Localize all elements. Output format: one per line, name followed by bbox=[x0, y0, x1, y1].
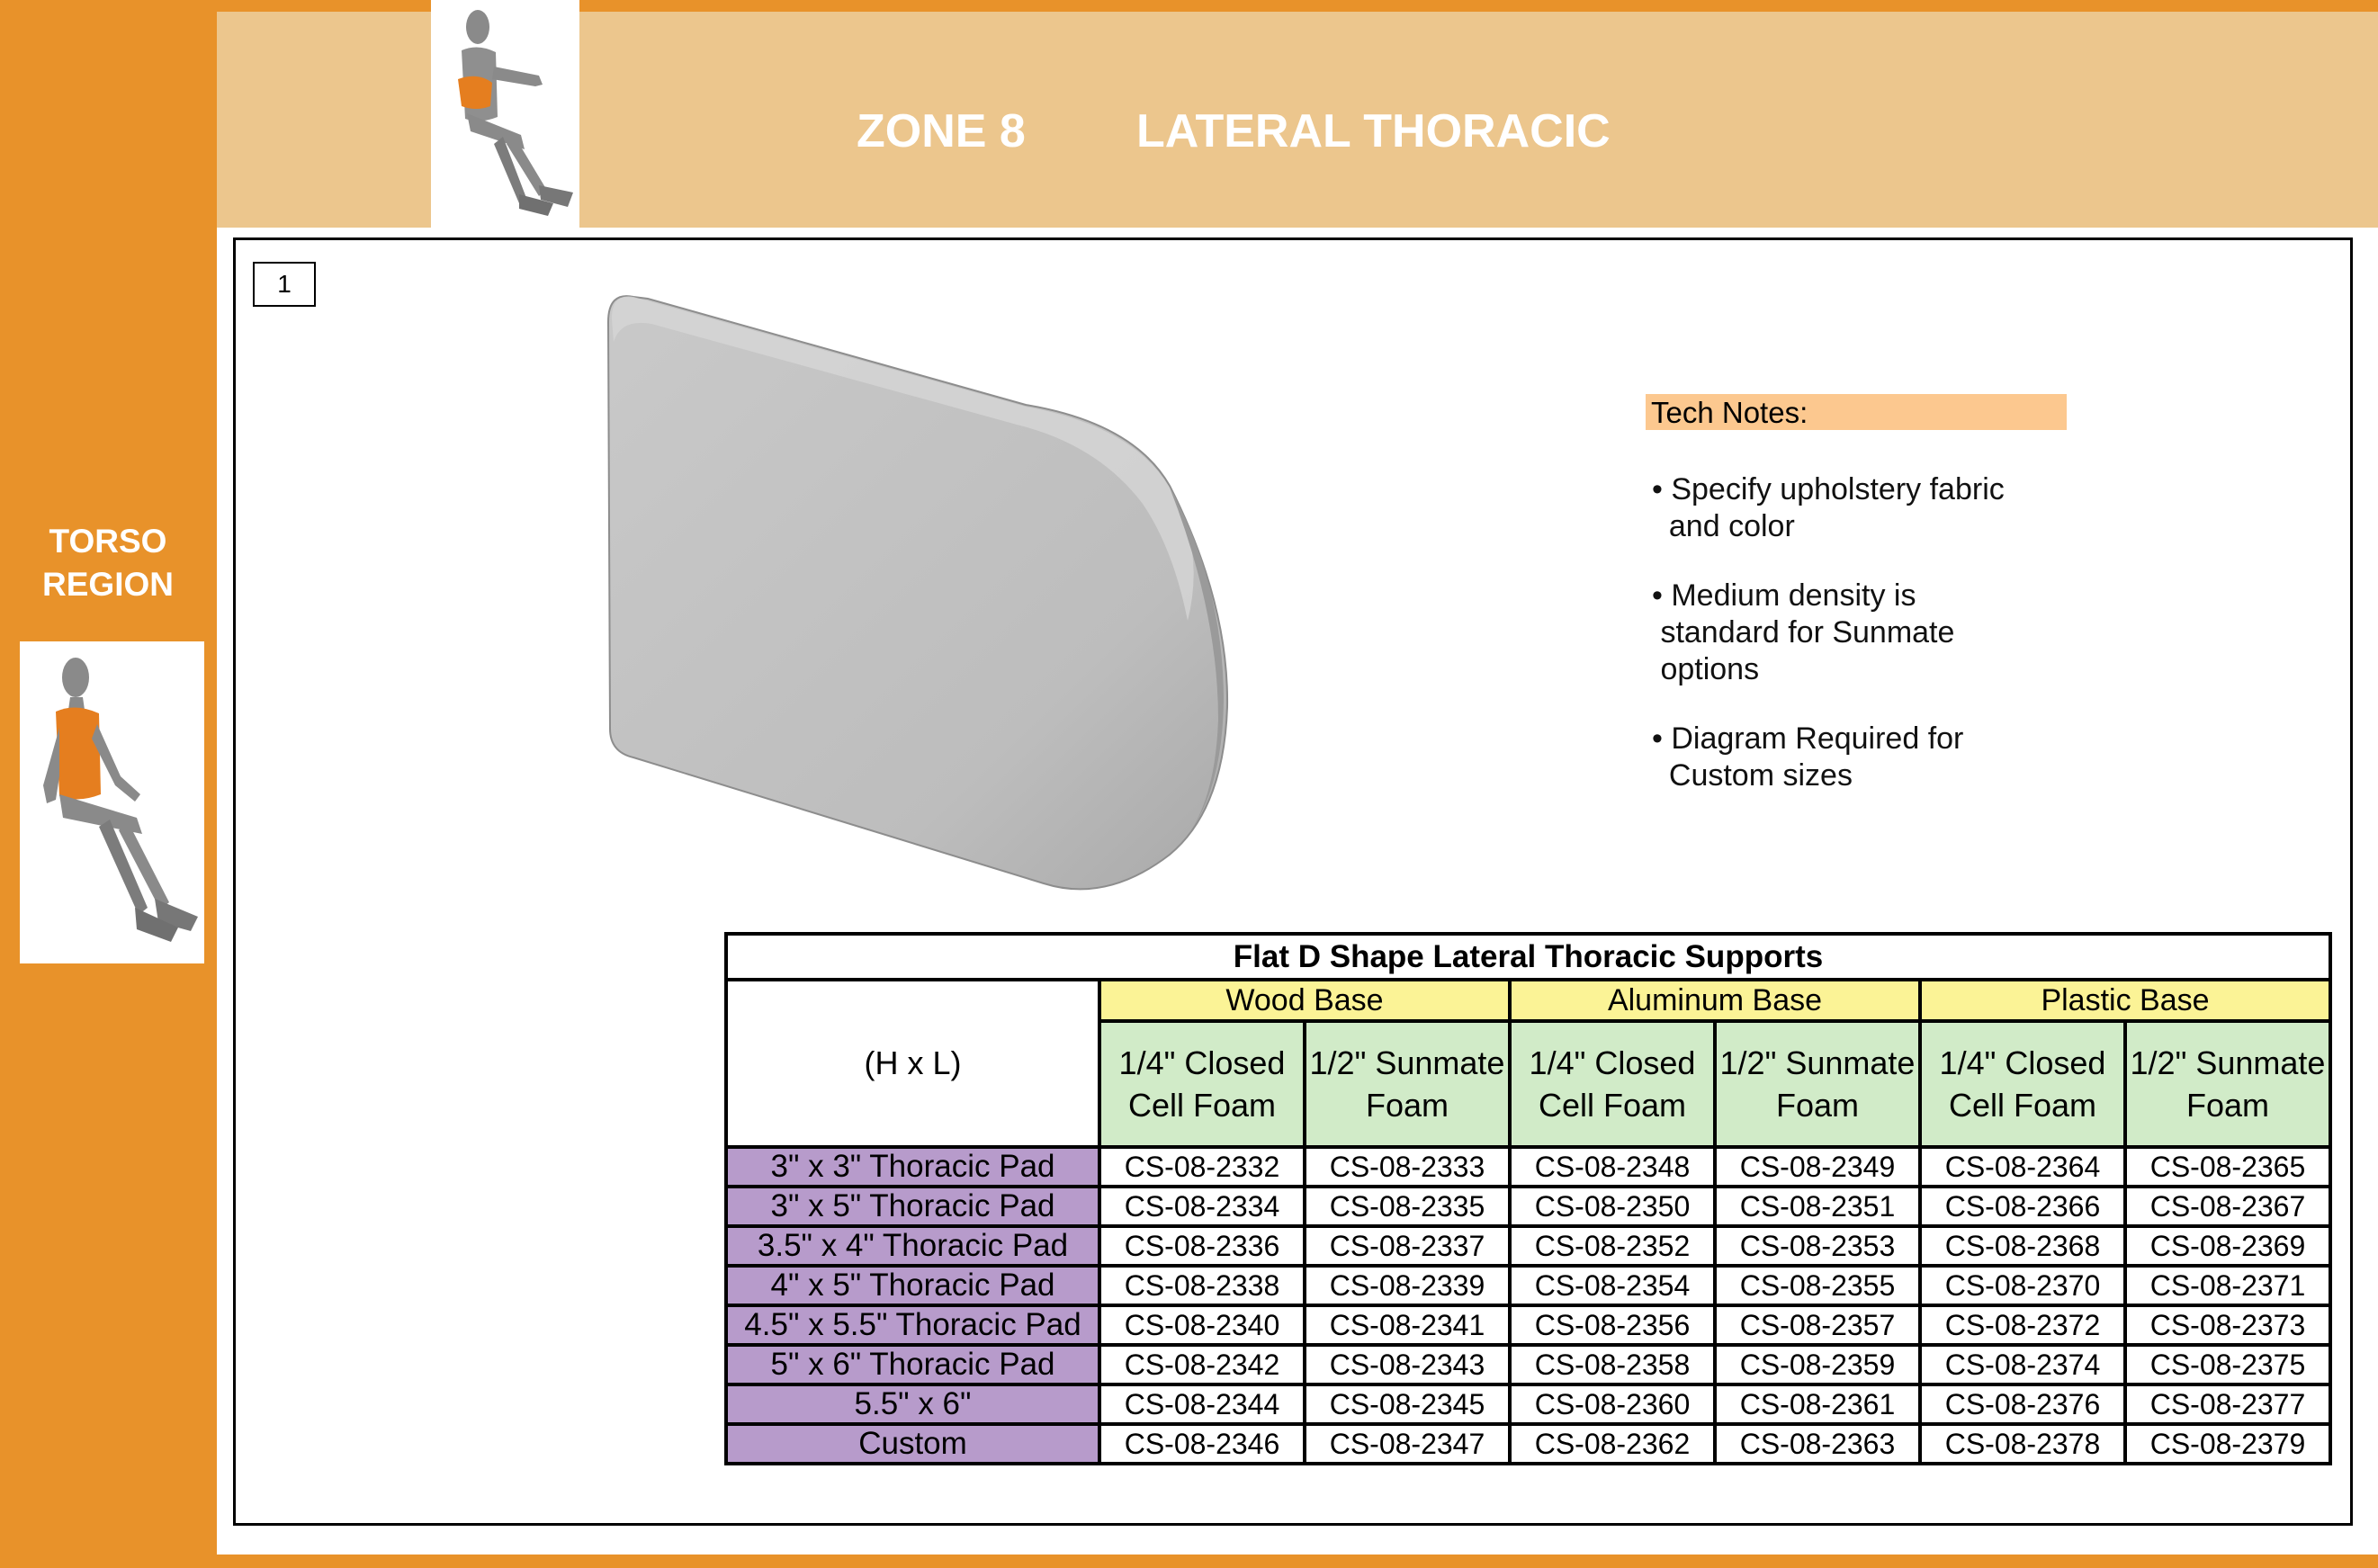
part-number-cell: CS-08-2354 bbox=[1510, 1266, 1715, 1305]
part-number-cell: CS-08-2345 bbox=[1305, 1384, 1510, 1424]
part-number-cell: CS-08-2356 bbox=[1510, 1305, 1715, 1345]
foam-header-line: 1/4" Closed bbox=[1529, 1044, 1696, 1081]
tech-note-line: • Medium density is bbox=[1652, 578, 1916, 613]
foam-header bbox=[1715, 1021, 1920, 1147]
table-row bbox=[726, 1266, 2330, 1305]
tech-note-line: • Diagram Required for bbox=[1652, 721, 1964, 756]
part-number-cell: CS-08-2341 bbox=[1305, 1305, 1510, 1345]
foam-header-line: 1/2" Sunmate bbox=[1719, 1044, 1916, 1081]
base-header: Aluminum Base bbox=[1510, 980, 1920, 1021]
thoracic-pad-image bbox=[594, 279, 1368, 909]
part-number-cell: CS-08-2334 bbox=[1099, 1187, 1305, 1226]
pad-size-cell: 5" x 6" Thoracic Pad bbox=[726, 1345, 1099, 1384]
part-number-cell: CS-08-2342 bbox=[1099, 1345, 1305, 1384]
part-number-cell: CS-08-2375 bbox=[2125, 1345, 2330, 1384]
pad-size-cell: 5.5" x 6" bbox=[726, 1384, 1099, 1424]
table-row bbox=[726, 1147, 2330, 1187]
part-number-cell: CS-08-2352 bbox=[1510, 1226, 1715, 1266]
table-row bbox=[726, 1345, 2330, 1384]
part-number-cell: CS-08-2349 bbox=[1715, 1147, 1920, 1187]
seated-figure-icon bbox=[431, 0, 579, 228]
tech-note bbox=[1652, 721, 2066, 794]
tech-note-line: and color bbox=[1652, 509, 1795, 543]
part-number-cell: CS-08-2346 bbox=[1099, 1424, 1305, 1464]
foam-header-line: Cell Foam bbox=[1127, 1087, 1277, 1124]
foam-header-line: 1/2" Sunmate bbox=[1309, 1044, 1505, 1081]
part-number-cell: CS-08-2374 bbox=[1920, 1345, 2125, 1384]
foam-header-line: Foam bbox=[1775, 1087, 1860, 1124]
part-number-cell: CS-08-2336 bbox=[1099, 1226, 1305, 1266]
part-number-cell: CS-08-2360 bbox=[1510, 1384, 1715, 1424]
pad-size-cell: 4.5" x 5.5" Thoracic Pad bbox=[726, 1305, 1099, 1345]
part-number-cell: CS-08-2363 bbox=[1715, 1424, 1920, 1464]
pad-size-cell: 3.5" x 4" Thoracic Pad bbox=[726, 1226, 1099, 1266]
part-number-cell: CS-08-2376 bbox=[1920, 1384, 2125, 1424]
tech-note bbox=[1652, 471, 2120, 545]
foam-header bbox=[1510, 1021, 1715, 1147]
tech-note-line: options bbox=[1652, 652, 1760, 686]
part-number-cell: CS-08-2362 bbox=[1510, 1424, 1715, 1464]
part-number-cell: CS-08-2377 bbox=[2125, 1384, 2330, 1424]
foam-header bbox=[1099, 1021, 1305, 1147]
table-row bbox=[726, 1424, 2330, 1464]
part-number-cell: CS-08-2379 bbox=[2125, 1424, 2330, 1464]
foam-header-line: Foam bbox=[1365, 1087, 1449, 1124]
part-number-cell: CS-08-2357 bbox=[1715, 1305, 1920, 1345]
region-label bbox=[0, 520, 216, 606]
pad-size-cell: Custom bbox=[726, 1424, 1099, 1464]
part-number-cell: CS-08-2361 bbox=[1715, 1384, 1920, 1424]
pad-size-cell: 4" x 5" Thoracic Pad bbox=[726, 1266, 1099, 1305]
tech-note bbox=[1652, 578, 2039, 688]
table-title: Flat D Shape Lateral Thoracic Supports bbox=[726, 934, 2330, 980]
base-header: Wood Base bbox=[1099, 980, 1510, 1021]
foam-header-line: Cell Foam bbox=[1948, 1087, 2097, 1124]
foam-header-line: Cell Foam bbox=[1538, 1087, 1687, 1124]
part-number-cell: CS-08-2359 bbox=[1715, 1345, 1920, 1384]
tech-note-line: standard for Sunmate bbox=[1652, 615, 1955, 650]
foam-header bbox=[1305, 1021, 1510, 1147]
tech-note-line: Custom sizes bbox=[1652, 758, 1853, 793]
part-number-cell: CS-08-2371 bbox=[2125, 1266, 2330, 1305]
foam-header-line: 1/4" Closed bbox=[1939, 1044, 2106, 1081]
size-column-header: (H x L) bbox=[726, 980, 1099, 1147]
region-label-line1: TORSO bbox=[49, 523, 167, 560]
part-number-cell: CS-08-2368 bbox=[1920, 1226, 2125, 1266]
part-number-cell: CS-08-2333 bbox=[1305, 1147, 1510, 1187]
part-number-cell: CS-08-2365 bbox=[2125, 1147, 2330, 1187]
part-number-cell: CS-08-2355 bbox=[1715, 1266, 1920, 1305]
part-number-cell: CS-08-2373 bbox=[2125, 1305, 2330, 1345]
part-number-cell: CS-08-2340 bbox=[1099, 1305, 1305, 1345]
part-number-table bbox=[724, 932, 2332, 1465]
part-number-cell: CS-08-2347 bbox=[1305, 1424, 1510, 1464]
foam-header-line: Foam bbox=[2185, 1087, 2270, 1124]
part-number-cell: CS-08-2372 bbox=[1920, 1305, 2125, 1345]
tech-notes-heading: Tech Notes: bbox=[1646, 394, 2067, 430]
part-number-cell: CS-08-2358 bbox=[1510, 1345, 1715, 1384]
zone-number: ZONE 8 bbox=[857, 105, 1026, 157]
tech-note-line: • Specify upholstery fabric bbox=[1652, 472, 2005, 506]
zone-title: LATERAL THORACIC bbox=[1136, 105, 1611, 157]
part-number-cell: CS-08-2332 bbox=[1099, 1147, 1305, 1187]
foam-header bbox=[2125, 1021, 2330, 1147]
foam-header bbox=[1920, 1021, 2125, 1147]
foam-header-line: 1/2" Sunmate bbox=[2130, 1044, 2326, 1081]
table-body bbox=[726, 1147, 2330, 1464]
table-row bbox=[726, 1384, 2330, 1424]
part-number-cell: CS-08-2337 bbox=[1305, 1226, 1510, 1266]
part-number-cell: CS-08-2370 bbox=[1920, 1266, 2125, 1305]
part-number-cell: CS-08-2369 bbox=[2125, 1226, 2330, 1266]
part-number-cell: CS-08-2343 bbox=[1305, 1345, 1510, 1384]
part-number-cell: CS-08-2335 bbox=[1305, 1187, 1510, 1226]
pad-size-cell: 3" x 5" Thoracic Pad bbox=[726, 1187, 1099, 1226]
pad-size-cell: 3" x 3" Thoracic Pad bbox=[726, 1147, 1099, 1187]
part-number-cell: CS-08-2378 bbox=[1920, 1424, 2125, 1464]
seated-figure-torso-icon bbox=[20, 641, 204, 963]
part-number-cell: CS-08-2353 bbox=[1715, 1226, 1920, 1266]
part-number-cell: CS-08-2339 bbox=[1305, 1266, 1510, 1305]
part-number-cell: CS-08-2344 bbox=[1099, 1384, 1305, 1424]
part-number-cell: CS-08-2367 bbox=[2125, 1187, 2330, 1226]
table-row bbox=[726, 1305, 2330, 1345]
foam-header-line: 1/4" Closed bbox=[1118, 1044, 1286, 1081]
part-number-cell: CS-08-2338 bbox=[1099, 1266, 1305, 1305]
base-header: Plastic Base bbox=[1920, 980, 2330, 1021]
table-row bbox=[726, 1187, 2330, 1226]
part-number-cell: CS-08-2364 bbox=[1920, 1147, 2125, 1187]
table-row bbox=[726, 1226, 2330, 1266]
part-number-cell: CS-08-2350 bbox=[1510, 1187, 1715, 1226]
item-number-box: 1 bbox=[253, 262, 316, 307]
part-number-cell: CS-08-2366 bbox=[1920, 1187, 2125, 1226]
region-label-line2: REGION bbox=[42, 566, 174, 603]
part-number-cell: CS-08-2348 bbox=[1510, 1147, 1715, 1187]
part-number-cell: CS-08-2351 bbox=[1715, 1187, 1920, 1226]
